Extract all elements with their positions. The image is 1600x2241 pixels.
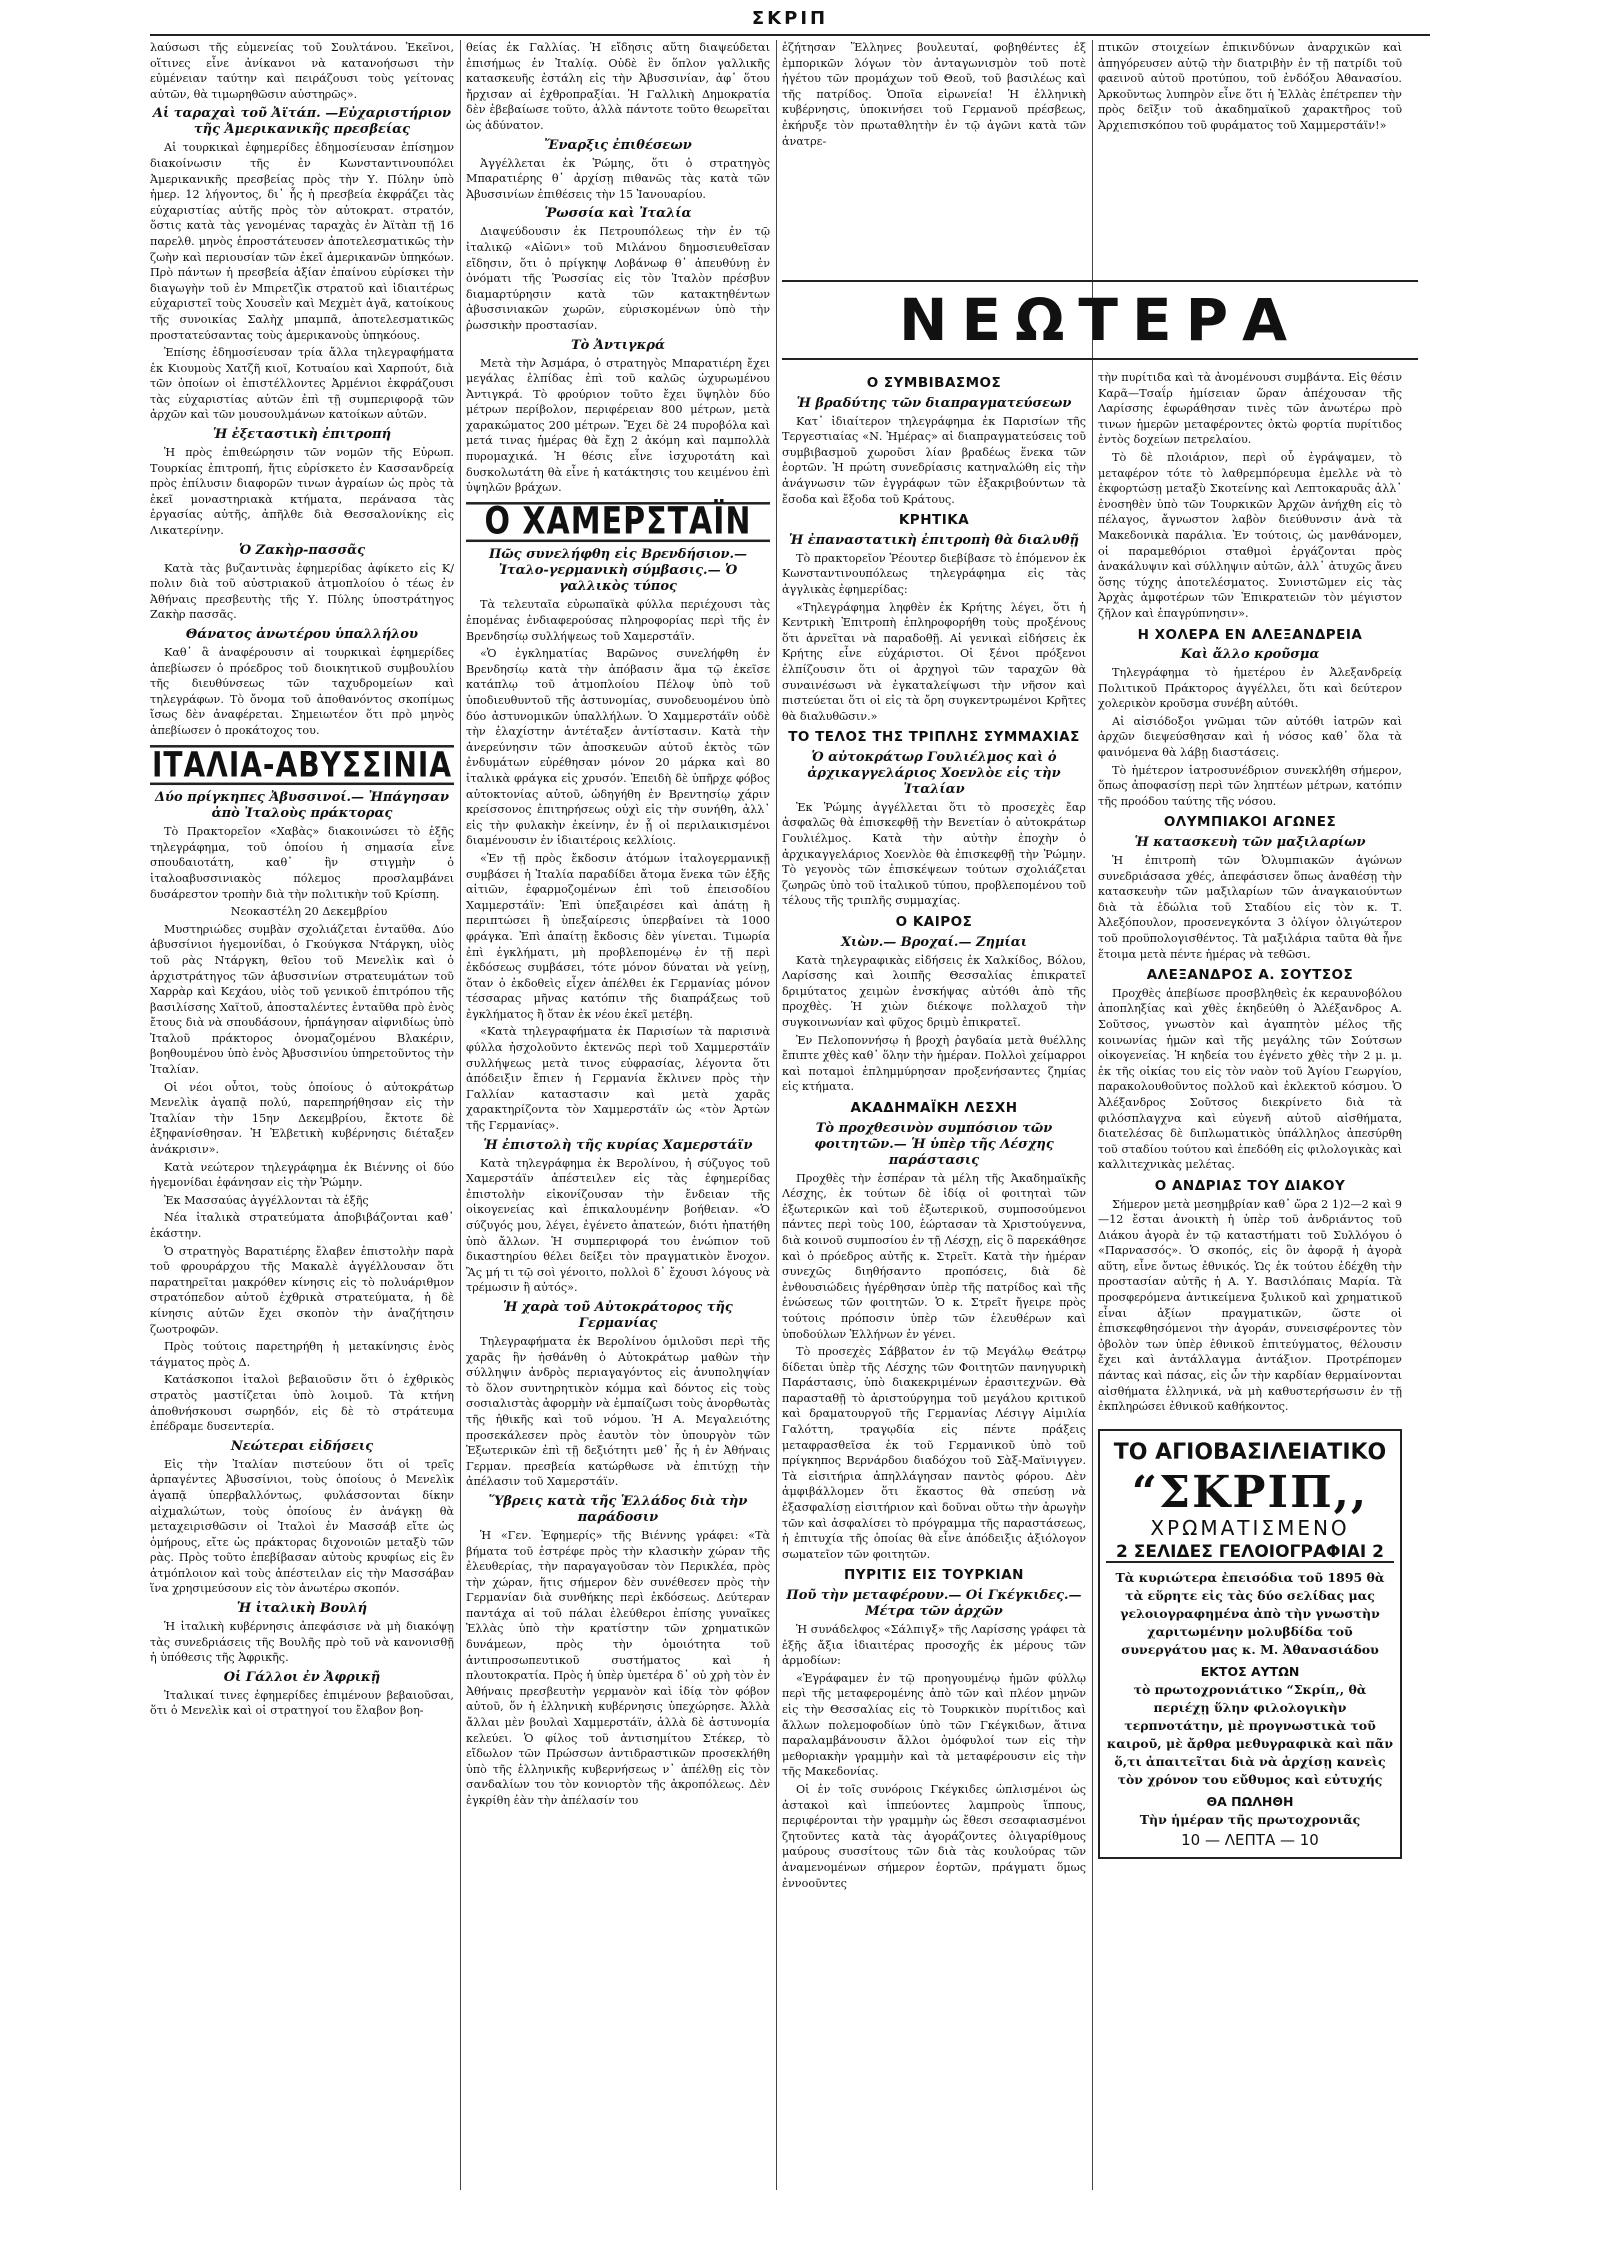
paragraph: Μυστηριώδες συμβὰν σχολιάζεται ἐνταῦθα. Δύο ἀβυσσίνιοι ἡγεμονίδαι, ὁ Γκούγκσα Ντάργκη, υἱὸς τοῦ ρὰς Ντάργκη, θεῖου τοῦ Μενελὶκ καὶ ὁ ἀρχιστράτηγος τῶν ἀβυσσινίων στρατευμάτων τοῦ Χαρρὰρ καὶ Κεχάου, υἱὸς τοῦ γενικοῦ ἐπιτρόπου τῆς βασιλίσσης Χαϊτοῦ, ἀποσταλέντες ἐνταῦθα πρὸ ἑνὸς ἔτους διὰ νὰ σπουδάσουν, ἠρπάγησαν αἰφνιδίως ὑπὸ Ἰταλοῦ πράκτορος ὀνομαζομένου Βλακέριν, βοηθουμένου ὑπὸ ἑνὸς Ἀβυσσινίου ὑπηρετοῦντος τὴν Ἰταλίαν. [150, 922, 454, 1077]
ad-line: ΕΚΤΟΣ ΑΥΤΩΝ [1200, 1663, 1300, 1679]
paragraph: Κατὰ νεώτερον τηλεγράφημα ἐκ Βιέννης οἱ δύο ἡγεμονίδαι ἐφάνησαν εἰς τὴν Ῥώμην. [150, 1160, 454, 1190]
paragraph: Σήμερον μετὰ μεσημβρίαν καθ᾽ ὥρα 2 1)2—2 καὶ 9—12 ἔσται ἀνοικτὴ ἡ ὑπὲρ τοῦ ἀνδριάντος τοῦ Διάκου ἀγορὰ ἐν τῷ καταστήματι τοῦ Συλλόγου ὁ «Παρνασσός». Ὁ σκοπός, εἰς ὃν ἀφορᾷ ἡ ἀγορὰ αὕτη, εἶνε ὄντως ἐθνικός. Ὡς ἐκ τούτου ἐδέχθη τὴν προστασίαν αὐτῆς ἡ Α. Υ. Βασιλόπαις Μαρία. Τὰ προσφερόμενα ἀντικείμενα ξυλικοῦ καὶ χρηματικοῦ εἶναι ἀξίων πραγματικῶν, ὥστε οἱ ἐπισκεφθησόμενοι τὴν ἀγοράν, συνεισφέροντες τὸν ὀβολὸν των ὑπὲρ ἐθνικοῦ ἐπιτεύγματος, θέλουσιν ἔχει καὶ ἀντάλλαγμα ἀντάξιον. Προτρέπομεν πάντας καὶ πάσας, εἰς ὧν τὴν καρδίαν θερμαίνονται αἰσθήματα ἑλληνικά, νὰ μὴ καθυστερήσωσιν ἐν τῇ ἐκπληρώσει ἐθνικοῦ καθήκοντος. [1098, 1197, 1402, 1414]
article-heading: Νεώτεραι εἰδήσεις [230, 1438, 374, 1454]
article-subheading: Ἡ ἐπαναστατικὴ ἐπιτροπὴ θὰ διαλυθῇ [789, 532, 1079, 548]
dateline: Νεοκαστέλη 20 Δεκεμβρίου [230, 905, 388, 919]
paragraph: Ἰταλικαί τινες ἐφημερίδες ἐπιμένουν βεβαιοῦσαι, ὅτι ὁ Μενελὶκ καὶ οἱ στρατηγοί του ἔλαβον βοη- [150, 1688, 454, 1718]
paragraph: Ὁ στρατηγὸς Βαρατιέρης ἔλαβεν ἐπιστολὴν παρὰ τοῦ φρουράρχου τῆς Μακαλὲ ἀγγέλλουσαν ὅτι παρατηρεῖται μακρόθεν κίνησις εἰς τὸ πολυάριθμον στρατόπεδον αὐτοῦ ἐχθρικὰ στρατεύματα, ἡ δὲ κίνησις αὐτῶν ἔχει σκοπὸν τὴν ἀναζήτησιν ζωοτροφῶν. [150, 1244, 454, 1336]
paragraph: Ἐκ Ῥώμης ἀγγέλλεται ὅτι τὸ προσεχὲς ἔαρ ἀσφαλῶς θὰ ἐπισκεφθῇ τὴν Βενετίαν ὁ αὐτοκράτωρ Γουλιέλμος. Κατὰ τὴν αὐτὴν ἐποχὴν ὁ ἀρχικαγγελάριος Χοενλὸε θὰ ἐπισκεφθῇ τὴν Ῥώμην. Τὸ γεγονὸς τῶν ἐπισκέψεων τούτων σχολιάζεται ζωηρῶς ὑπὸ τοῦ ἰταλικοῦ τύπου, προβλεπομένου τοῦ τέλους τῆς τριπλῆς συμμαχίας. [782, 800, 1086, 908]
section-banner: Ο ΧΑΜΕΡΣΤΑΪΝ [466, 502, 770, 541]
paragraph: Προχθὲς τὴν ἑσπέραν τὰ μέλη τῆς Ἀκαδημαϊκῆς Λέσχης, ἐκ τούτων δὲ ἰδίᾳ οἱ φοιτηταὶ τῶν ἐξωτερικῶν καὶ τοῦ ἐξωτερικοῦ, συμποσούμενοι πάντες περὶ τοὺς 100, ἑώρτασαν τὰ Χριστούγεννα, διὰ κοινοῦ συμποσίου ἐν τῇ Λέσχῃ, εἰς ὃ παρεκάθησε καὶ ὁ πρόεδρος αὐτῆς κ. Στρεῖτ. Κατὰ τὴν ἡμέραν συνεχῶς διηθήσαντο προπόσεις, διὰ δὲ ἐνθουσιώδεις ἠγέρθησαν ὑπὲρ τῆς πατρίδος καὶ τῆς ἑνώσεως τῶν φοιτητῶν. Ὁ κ. Στρεῖτ ἤγειρε πρὸς τούτοις πρόποσιν ὑπὲρ τῶν ἐλευθέρων καὶ ὑποδούλων Ἑλλήνων ἐν γένει. [782, 1171, 1086, 1341]
paragraph: Τὸ προσεχὲς Σάββατον ἐν τῷ Μεγάλῳ Θεάτρῳ δίδεται ὑπὲρ τῆς Λέσχης τῶν Φοιτητῶν πανηγυρικὴ Παράστασις, ὑπὸ διακεκριμένων ἐρασιτεχνῶν. Θὰ παρασταθῇ τὸ ἀριστούργημα τοῦ μεγάλου κριτικοῦ καὶ δραματουργοῦ τῆς Γερμανίας Λέσιγγ Αἰμιλία Γαλόττη, τραγῳδία εἰς πέντε πράξεις μεταφρασθεῖσα ἐκ τοῦ Γερμανικοῦ ὑπὸ τοῦ πρίγκηπος Βερνάρδου διαδόχου τοῦ Σὰξ-Μαϊνιγγεν. Τὰ εἰσιτήρια ἀπηλλάγησαν παντὸς φόρου. Δὲν ἀμφιβάλλομεν ὅτι ἕκαστος θὰ σπεύσῃ νὰ ἐξασφαλίσῃ εἰσιτήριον καὶ δοῦναι οὕτω τὴν ἀρωγὴν τῶν καὶ ἀσφαλίσει τὸ πρόγραμμα τῆς παραστάσεως, ἡ ἐπιτυχία τῆς ὁποίας θὰ εἶνε ἀπόδειξις ἀξιόλογον σωματεῖον τῶν φοιτητῶν. [782, 1345, 1086, 1561]
article-heading: ΤΟ ΤΕΛΟΣ ΤΗΣ ΤΡΙΠΛΗΣ ΣΥΜΜΑΧΙΑΣ [788, 729, 1080, 746]
column-divider [776, 40, 777, 2190]
ad-text: Τὰ κυριώτερα ἐπεισόδια τοῦ 1895 θὰ τὰ εὕρητε εἰς τὰς δύο σελίδας μας γελοιογραφημένα ἀπὸ τὴν γνωστὴν χαριτωμένην μολυβδίδα τοῦ συνεργάτου μας κ. Μ. Ἀθανασιάδου [1115, 1569, 1385, 1657]
article-heading: Ἡ ἰταλικὴ Βουλή [236, 1601, 368, 1617]
paragraph: Μετὰ τὴν Ἀσμάρα, ὁ στρατηγὸς Μπαρατιέρη ἔχει μεγάλας ἐλπίδας ἐπὶ τοῦ καλῶς ὠχυρωμένου Ἀντιγκρά. Τὸ φρούριον τοῦτο ἔχει ὕψηλὸν δύο μέτρων περίβολον, περιφέρειαν 800 μέτρων, μετὰ χαρακώματος 200 μέτρων. Ἔχει δὲ 24 πυροβόλα καὶ μετά τινας ἡμέρας θὰ ἔχῃ 2 ἀκόμη καὶ παμπολλὰ πυρομαχικά. Ἡ θέσις εἶνε ἰσχυροτάτη καὶ δυσκολωτάτη θὰ εἶνε ἡ κατάκτησις του κειμένου ἐπὶ ὑψηλῶν βράχων. [466, 356, 770, 495]
ad-price: 10 — ΛΕΠΤΑ — 10 [1181, 1830, 1319, 1849]
paragraph: λαύσωσι τῆς εὐμενείας τοῦ Σουλτάνου. Ἐκεῖνοι, οἵτινες εἶνε ἀνίκανοι νὰ κατανοήσωσι τὴν εὐμένειαν ταύτην καὶ πειράζουσι τοὺς γείτονας αὐτῶν, θὰ τιμωρηθῶσιν αὐστηρῶς». [150, 41, 454, 101]
article-heading: Ο ΚΑΙΡΟΣ [895, 914, 973, 931]
paragraph: Κατὰ τὰς βυζαντινὰς ἐφημερίδας ἀφίκετο εἰς Κ/πολιν διὰ τοῦ αὐστριακοῦ ἀτμοπλοίου ὁ τέως ἐν Ἀθήναις πρεσβευτὴς τῆς Υ. Πύλης ὑποστράτηγος Ζακὴρ πασσᾶς. [150, 561, 454, 622]
paragraph: Ἐν Πελοποννήσῳ ἡ βροχὴ ῥαγδαία μετὰ θυέλλης ἔπιπτε χθὲς καθ᾽ ὅλην τὴν ἡμέραν. Πολλοὶ χείμαρροι καὶ ποταμοὶ ἐπλημμύρησαν προξενήσαντες ζημίας εἰς κτήματα. [782, 1033, 1086, 1094]
section-banner: ΙΤΑΛΙΑ-ΑΒΥΣΣΙΝΙΑ [151, 743, 453, 785]
advertisement-box [1098, 1429, 1402, 1859]
paragraph: Αἱ τουρκικαὶ ἐφημερίδες ἐδημοσίευσαν ἐπίσημον διακοίνωσιν τῆς ἐν Κωνσταντινουπόλει Ἀμερικανικῆς πρεσβείας πρὸς τὴν Υ. Πύλην ὑπὸ ἡμερ. 12 λήγοντος, δι᾽ ἧς ἡ πρεσβεία ἐκφράζει τὰς εὐχαριστίας αὐτῆς πρὸς τὸν αὐτοκρατ. στρατόν, ὅστις κατὰ τὰς γενομένας ταραχὰς ἐν Ἀϊτὰπ τῇ 16 παρελθ. μηνὸς ἐπροστάτευσεν ἀποτελεσματικῶς τὴν ζωὴν καὶ περιουσίαν τῶν ἐκεῖ ἀμερικανῶν ὑπηκόων. Πρὸ πάντων ἡ πρεσβεία ἀξίαν ἐπαίνου εὑρίσκει τὴν διαγωγὴν τοῦ ἐν Μπιρετζὶκ στρατοῦ καὶ ἰδιαιτέρως εὐχαριστεῖ τοὺς Χουσεῒν καὶ Μεχμὲτ ἀγᾶ, κατοίκους τῆς συνοικίας Σαλὴχ μπαμπᾶ, ἀποτελεσματικῶς προστατεύσαντας τοὺς ἀμερικανοὺς ὑπηκόους. [150, 141, 454, 342]
ad-title: “ΣΚΡΙΠ,, [1131, 1466, 1369, 1518]
article-heading: Ἔναρξις ἐπιθέσεων [544, 137, 692, 153]
paragraph: Κατὰ τηλεγραφικὰς εἰδήσεις ἐκ Χαλκίδος, Βόλου, Λαρίσσης καὶ λοιπῆς Θεσσαλίας ἐπικρατεῖ δριμύτατος χειμὼν ἐνσκήψας αὐτόθι ἀπὸ τῆς προχθὲς. Ἡ χιὼν διέκοψε πολλαχοῦ τὴν συγκοινωνίαν καὶ φῦχος δριμὺ ἐπικρατεῖ. [782, 953, 1086, 1029]
article-heading: Ὁ Ζακὴρ-πασσᾶς [238, 542, 365, 558]
article-heading: Ἡ ἐπιστολὴ τῆς κυρίας Χαμερστάϊν [483, 1137, 753, 1153]
paragraph: Εἰς τὴν Ἰταλίαν πιστεύουν ὅτι οἱ τρεῖς ἀρπαγέντες Ἀβυσσίνιοι, τοὺς ὁποίους ὁ Μενελὶκ ἀγαπᾷ ὑπερβαλλόντως, φυλάσσονται δίκην αἰχμαλώτων, τοὺς ὁποίους ἐν ἀνάγκῃ θὰ μεταχειρισθῶσιν οἱ Ἰταλοὶ ἐν Μασσάβ εἴτε ὡς ὁμήρους, εἴτε ὡς πράκτορας διχονοιῶν μεταξὺ τῶν ρὰς. Πρὸς τοῦτο ἐπεβίβασαν αὐτοὺς κρυφίως εἰς ἓν ἀτμόπλοιον καὶ τοὺς ἀπέστειλαν εἰς τὴν Μασσάβαν ἵνα χρησιμεύσουν εἰς τὸν ἀνωτέρω σκοπόν. [150, 1457, 454, 1596]
paragraph: Τηλεγραφήματα ἐκ Βερολίνου ὁμιλοῦσι περὶ τῆς χαρᾶς ἣν ἠσθάνθη ὁ Αὐτοκράτωρ μαθὼν τὴν σύλληψιν ἀνδρὸς περιαγαγόντος εἰς ἀνυποληψίαν τὸ ὅλον συντηρητικὸν κόμμα καὶ δόντος εἰς τοὺς σοσιαλιστὰς ἀφορμὴν νὰ ἐμπαίζωσι τοὺς ἀνορθωτὰς τῆς ἠθικῆς καὶ τοῦ νόμου. Ἡ Α. Μεγαλειότης προσεκάλεσεν πρὸς ἑαυτὸν τὸν ὑπουργὸν τῶν Ἐξωτερικῶν ἐπὶ τῇ δεξιότητι μεθ᾽ ἧς ἡ ἐν Ἀθήναις Γερμαν. πρεσβεία κατώρθωσε νὰ ἐπιτύχῃ τὴν ἀπέλασιν τοῦ Χαμερστάϊν. [466, 1334, 770, 1489]
paragraph: Τὸ Πρακτορεῖον «Χαβὰς» διακοινώσει τὸ ἑξῆς τηλεγράφημα, τοῦ ὁποίου ἡ σημασία εἶνε σπουδαιοτάτη, καθ᾽ ἣν στιγμὴν ὁ ἰταλοαβυσσινιακὸς πόλεμος προσλαμβάνει δυσάρεστον τροπὴν διὰ τὴν πολιτικὴν τοῦ Κρίσπη. [150, 825, 454, 901]
article-subheading: Ἡ βραδύτης τῶν διαπραγματεύσεων [796, 395, 1072, 411]
ad-text: τὸ πρωτοχρονιάτικο “Σκρίπ,, θὰ περιέχῃ ὕλην φιλολογικὴν τερπνοτάτην, μὲ προγνωστικὰ τοῦ καιροῦ, μὲ ἄρθρα μεθυγραφικὰ καὶ πᾶν ὅ,τι ἀπαιτεῖται διὰ νὰ ἀρχίσῃ κανεὶς τὸν χρόνον του εὔθυμος καὶ εὐτυχής [1106, 1681, 1394, 1787]
paragraph: Οἱ ἐν τοῖς συνόροις Γκέγκιδες ὡπλισμένοι ὡς ἀστακοὶ καὶ ἱππεύοντες λαμπροὺς ἵππους, περιφέρονται τὴν γραμμὴν ὡς ἔθεσι σεσαφιασμένοι ζητοῦντες κατὰ τὰς ἀγοράζοντες ὀλιγαρίθμους μαύρους συσσίτους τῶν διὰ τὰς κουλούρας τῶν ἀναμενομένων σήμερον ἑορτῶν, πράγματι ὅμως ἐννοοῦντες [782, 1782, 1086, 1890]
paragraph: Ἐπίσης ἐδημοσίευσαν τρία ἄλλα τηλεγραφήματα ἐκ Κιουμοὺς Χατζῆ κιοϊ, Κοτυαίου καὶ Χαρπούτ, διὰ τῶν ὁποίων οἱ ἐπιστέλλοντες Ἀρμένιοι ἐκφράζουσι τὰς εὐχαριστίας αὐτῶν ἐπὶ τῇ συμπεριφορᾷ τῶν ἀρχῶν καὶ τῶν μουσουλμάνων κατοίκων αὐτῶν. [150, 346, 454, 422]
article-heading: Τὸ Ἀντιγκρά [571, 337, 665, 353]
paragraph: Κατ᾽ ἰδιαίτερον τηλεγράφημα ἐκ Παρισίων τῆς Τεργεστιαίας «Ν. Ἡμέρας» αἱ διαπραγματεύσεις τοῦ συμβιβασμοῦ χωροῦσι λίαν βραδέως ἕνεκα τῶν ἑορτῶν. Ἡ πρώτη συνεδρίασις κατηναλώθη εἰς τὴν ἀνάγνωσιν τῶν ἐγγράφων τῶν ἐξακριβούντων τὰ ἔσοδα καὶ ἔξοδα τοῦ Κράτους. [782, 414, 1086, 506]
paragraph: «Κατὰ τηλεγραφήματα ἐκ Παρισίων τὰ παρισινὰ φύλλα ἠσχολοῦντο ἐκτενῶς περὶ τοῦ Χαμμερστάϊν συλλήψεως μετὰ τινος εὐφρασίας, λέγοντα ὅτι ἀπόδειξιν ἔπιεν ἡ Γερμανία ἔκλινεν πρὸς τὴν Γαλλίαν καταστασιν καὶ μετὰ χαρᾶς χαρακτηρίζοντα τὸν Χαμμερστάϊν ὡς «τὸν Ἀρτὼν τῆς Γερμανίας». [466, 1025, 770, 1133]
column-divider [1092, 40, 1093, 2190]
ad-line: Τὴν ἡμέραν τῆς πρωτοχρονιᾶς [1139, 1811, 1361, 1827]
paragraph: Ἐκ Μασσαύας ἀγγέλλονται τὰ ἑξῆς [164, 1193, 369, 1207]
paragraph: Τὸ ἡμέτερον ἰατροσυνέδριον συνεκλήθη σήμερον, ὅπως ἀποφασίσῃ περὶ τῶν ληπτέων μέτρων, κατόπιν τῆς προόδου ταύτης τῆς νόσου. [1098, 763, 1402, 808]
ad-line: 2 ΣΕΛΙΔΕΣ ΓΕΛΟΙΟΓΡΑΦΙΑΙ 2 [1106, 1543, 1394, 1563]
paragraph: Οἱ νέοι οὗτοι, τοὺς ὁποίους ὁ αὐτοκράτωρ Μενελὶκ ἀγαπᾷ πολύ, παρεπηρήθησαν εἰς τὴν Ἰταλίαν τὴν 15ην Δεκεμβρίου, ἔκτοτε δὲ ἐξηφανίσθησαν. Ἡ Ἑλβετικὴ κυβέρνησις διέταξεν ἀνάκρισιν». [150, 1080, 454, 1157]
paragraph: Καθ᾽ ἃ ἀναφέρουσιν αἱ τουρκικαὶ ἐφημερίδες ἀπεβίωσεν ὁ πρόεδρος τοῦ διοικητικοῦ συμβουλίου τῆς διευθύνσεως τῶν ταχυδρομείων καὶ τηλεγράφων. Τὸ ὄνομα τοῦ ἀποθανόντος σκοπίμως ἴσως δὲν ἀναφέρεται. Σημειωτέον ὅτι πρὸ μηνὸς ἀπεβίωσεν ὁ προκάτοχος του. [150, 646, 454, 737]
paragraph: Ἡ ἰταλικὴ κυβέρνησις ἀπεφάσισε νὰ μὴ διακόψῃ τὰς συνεδριάσεις τῆς Βουλῆς πρὸ τοῦ νὰ κανονισθῇ ἡ ὑπόθεσις τῆς Ἀφρικῆς. [150, 1620, 454, 1665]
article-subheading: Τὸ προχθεσινὸν συμπόσιον τῶν φοιτητῶν.— Ἡ ὑπὲρ τῆς Λέσχης παράστασις [814, 1120, 1054, 1168]
article-heading: Πῶς συνελήφθη εἰς Βρενδήσιον.— Ἰταλο-γερμανικὴ σύμβασις.— Ὁ γαλλικὸς τύπος [488, 547, 747, 595]
paragraph: «Ἐν τῇ πρὸς ἔκδοσιν ἀτόμων ἰταλογερμανικῇ συμβάσει ἡ Ἰταλία παραδίδει ἄτομα ἕνεκα τῶν ἑξῆς αἰτιῶν, ἐφαρμοζομένων ἐπὶ τοῦ ἐπεισοδίου Χαμμερστάϊν: Ἐπὶ ὑπεξαιρέσει καὶ ἀπάτῃ ἢ περιπτώσει ἢ ὑπεξαίρεσις ὑπερβαίνει τὰ 1000 φράγκα. Ἐπὶ ἀπαίτῃ ἔκδοσις δὲν γίνεται. Τιμωρία ἐπὶ ἐγκλήματι, μὴ προβλεπομένῳ ἐν τῇ περὶ ἐκδόσεως συμβάσει, τότε μόνον δύναται νὰ γείνῃ, ὅταν ὁ ἐκδοθεὶς εἶχεν ἀπέλθει ἐκ Γερμανίας μόνον τέσσαρας μῆνας κατόπιν τῆς διαπράξεως τοῦ ἐγκλήματος ἢ ὅταν ἐκ νέου ἐκεῖ μετέβη. [466, 851, 770, 1021]
article-heading: ΚΡΗΤΙΚΑ [898, 512, 970, 529]
paragraph: Ἡ ἐπιτροπὴ τῶν Ὀλυμπιακῶν ἀγώνων συνεδριάσασα χθές, ἀπεφάσισεν ὅπως ἀναθέσῃ τὴν κατασκευὴν τῶν μαξιλαρίων τῶν ἀναγκαιούντων διὰ τὰ ἑδώλια τοῦ Σταδίου εἰς τὸν κ. Τ. Ἀλεξόπουλον, προσενεγκόντα 3 ὀλίγον ὀλιγώτερον τοῦ προϋπολογισθέντος. Τὰ μαξιλάρια ταῦτα θὰ ἦνε ἕτοιμα μετὰ πέντε ἡμέρας νὰ τεθῶσι. [1098, 854, 1402, 961]
paragraph: Κατὰ τηλεγράφημα ἐκ Βερολίνου, ἡ σύζυγος τοῦ Χαμερστάϊν ἀπέστειλεν εἰς τὰς ἐφημερίδας ἐπιστολὴν εἰκονίζουσαν τὴν ἔνδειαν τῆς οἰκογενείας καὶ ἐπικαλουμένην βοήθειαν. «Ὁ σύζυγός μου, λέγει, ἐγένετο ἀπατεών, διότι ἠπατήθη ὑπὸ ἄλλων. Ἡ συμπεριφορά του ἐνώπιον τοῦ δικαστηρίου θέλει δείξει τὸν πραγματικὸν ἔνοχον. Ἂς μή τι τῷ σοὶ γένοιτο, πολλοὶ δ᾽ ἔχουσι λόγους νὰ τρέμωσιν ἢ αὐτός». [466, 1156, 770, 1295]
article-heading: ΑΚΑΔΗΜΑΪΚΗ ΛΕΣΧΗ [850, 1099, 1018, 1116]
paragraph: Ἡ συνάδελφος «Σάλπιγξ» τῆς Λαρίσσης γράφει τὰ ἑξῆς ἄξια ἰδιαιτέρας προσοχῆς ἐκ μέρους τῶν ἁρμοδίων: [782, 1623, 1086, 1668]
paragraph: «Τηλεγράφημα ληφθὲν ἐκ Κρήτης λέγει, ὅτι ἡ Κεντρικὴ Ἐπιτροπὴ ἐπληροφορήθη τοὺς προξένους ὅτι ἀρνεῖται νὰ παραδοθῇ. Αἱ γενικαὶ εἰδήσεις ἐκ Κρήτης εἶνε εὐχάριστοι. Οἱ ξένοι πρόξενοι ἐλπίζουσιν ὅτι οἱ ἀρχηγοὶ τῶν ταραχῶν θὰ συναινέσωσι νὰ ἐγκαταλείψωσι τὴν νῆσον καὶ πιστεύεται ὅτι οἱ εἰς τὰ ὄρη συγκεντρωμένοι Κρῆτες θὰ διαλυθῶσιν.» [782, 600, 1086, 723]
paragraph: Κατάσκοποι ἰταλοὶ βεβαιοῦσιν ὅτι ὁ ἐχθρικὸς στρατὸς μαστίζεται ὑπὸ λοιμοῦ. Τὰ κτήνη ἀποθνήσκουσι σωρηδόν, εἰς δὲ τὸ στράτευμα ἐπέδραμε δυσεντερία. [150, 1373, 454, 1434]
article-heading: Ῥωσσία καὶ Ἰταλία [544, 206, 692, 222]
article-heading: Η ΧΟΛΕΡΑ ΕΝ ΑΛΕΞΑΝΔΡΕΙΑ [1137, 626, 1363, 643]
paragraph: Ἀγγέλλεται ἐκ Ῥώμης, ὅτι ὁ στρατηγὸς Μπαρατιέρης θ᾽ ἀρχίσῃ πιθανῶς τὰς κατὰ τῶν Ἀβυσσινίων ἐπιθέσεις τὴν 15 Ἰανουαρίου. [466, 156, 770, 201]
paragraph: «Ἐγράφαμεν ἐν τῷ προηγουμένῳ ἡμῶν φύλλῳ περὶ τῆς μεταφερομένης ἀπὸ τῶν καὶ πλέον μηνῶν εἰς τὴν Θεσσαλίας εἰς τὸ Τουρκικὸν πυρίτιδος καὶ ἄλλων πολεμοφοδίων ὑπὸ τῶν Γκέγκιδων, ἅτινα παραλαμβάνουσιν ἄλλοι ὁμόφυλοί των εἰς τὴν μεθοριακὴν γραμμὴν καὶ τὰ μεταφέρουσιν εἰς τὴν τῆς Μακεδονίας. [782, 1671, 1086, 1779]
article-heading: ΟΛΥΜΠΙΑΚΟΙ ΑΓΩΝΕΣ [1163, 814, 1337, 831]
article-heading: ΑΛΕΞΑΝΔΡΟΣ Α. ΣΟΥΤΣΟΣ [1146, 967, 1354, 984]
ad-line: ΧΡΩΜΑΤΙΣΜΕΝΟ [1150, 1515, 1350, 1540]
paragraph: Νέα ἰταλικὰ στρατεύματα ἀποβιβάζονται καθ᾽ ἑκάστην. [150, 1211, 454, 1240]
paragraph: θείας ἐκ Γαλλίας. Ἡ εἴδησις αὕτη διαψεύδεται ἐπισήμως ἐν Ἰταλίᾳ. Οὐδὲ ἓν ὅπλον γαλλικῆς κατασκευῆς ἐστάλη εἰς τὴν Ἀβυσσινίαν, ἀφ᾽ ὅτου ἤρχισαν αἱ ἐχθροπραξίαι. Ἡ Γαλλικὴ Δημοκρατία δὲν ἐβεβαίωσε τοῦτο, ἀλλὰ πάντοτε τοῦτο θεωρεῖται ὡς ἀδύνατον. [466, 41, 770, 132]
column-3-news [782, 370, 1086, 2190]
article-subheading: Χιὼν.— Βροχαί.— Ζημίαι [840, 934, 1028, 950]
top-rule [150, 34, 1430, 36]
column-4-top [1098, 40, 1402, 272]
article-heading: Ἡ ἐξεταστικὴ ἐπιτροπή [212, 427, 392, 443]
masthead: ΣΚΡΙΠ [751, 8, 829, 29]
paragraph: Πρὸς τούτοις παρετηρήθη ἡ μετακίνησις ἑνὸς τάγματος πρὸς Δ. [150, 1340, 454, 1369]
article-heading: Αἱ ταραχαὶ τοῦ Ἀϊτάπ. —Εὐχαριστήριον τῆς Ἀμερικανικῆς πρεσβείας [152, 106, 452, 138]
paragraph: ἐζήτησαν Ἕλληνες βουλευταί, φοβηθέντες ἐξ ἐμπορικῶν λόγων τὸν ἀνταγωνισμὸν τοῦ ποτὲ ἠγέτου τῶν προμάχων τοῦ Θεοῦ, τοῦ βασιλέως καὶ τῆς πατρίδος. Ὁποῖα εἰρωνεία! Ἡ ἑλληνικὴ κυβέρνησις, ὑποκινήσει τοῦ Γερμανοῦ πρέσβεως, ἐκήρυξε τὸν πρωταθλητὴν ἐν τῷ ἀγῶνι κατὰ τῶν ἀνατρε- [782, 41, 1086, 148]
paragraph: Τὰ τελευταῖα εὐρωπαϊκὰ φύλλα περιέχουσι τὰς ἑπομένας ἐνδιαφερούσας πληροφορίας περὶ τῆς ἐν Βρενδησίῳ συλλήψεως τοῦ Χαμερστάϊν. [466, 598, 770, 643]
paragraph: Διαψεύδουσιν ἐκ Πετρουπόλεως τὴν ἐν τῷ ἰταλικῷ «Αἰῶνι» τοῦ Μιλάνου δημοσιευθεῖσαν εἴδησιν, ὅτι ὁ πρίγκηψ Λοβάνωφ θ᾽ ἀπευθύνῃ ἐν ὀνόματι τῆς Ῥωσσίας εἰς τὸν Ἰταλὸν πρέσβυν διαμαρτύρησιν κατὰ τῶν κατακτηθέντων ἀβυσσινιακῶν χωρῶν, εὑρισκομένων ὑπὸ τὴν ῥωσσικὴν προστασίαν. [466, 225, 770, 332]
paragraph: τὴν πυρίτιδα καὶ τὰ ἀνομένουσι συμβάντα. Εἰς θέσιν Καρᾶ—Τσαΐρ ἡμίσειαν ὥραν ἀπέχουσαν τῆς Λαρίσσης ἐφωράθησαν τινὲς τῶν ἀνωτέρω πρὸ τινων ἡμερῶν μεταφέροντες ὀκτὼ φορτία πυρίτιδος ἐντὸς δοχείων πετρελαίου. [1098, 371, 1402, 447]
ad-line: ΤΟ ΑΓΙΟΒΑΣΙΛΕΙΑΤΙΚΟ [1113, 1439, 1387, 1465]
paragraph: πτικῶν στοιχείων ἐπικινδύνων ἀναρχικῶν καὶ ἀπηγόρευσεν αὐτῷ τὴν διατριβὴν ἐν τῇ πατρίδι τοῦ φαεινοῦ αὐτοῦ προτύπου, τοῦ ἐνδόξου Ἀθανασίου. Ἀρκοῦντως λυπηρὸν εἶνε ὅτι ἡ Ἑλλὰς ἐπέτρεπεν τὴν πρὸς δεῖξιν τοῦ ἀκαδημαϊκοῦ χαρακτῆρος τοῦ Ἀρχιεπισκόπου τοῦ φυράματος τοῦ Χαμμερστάϊν!» [1098, 41, 1402, 132]
article-subheading: Ὁ αὐτοκράτωρ Γουλιέλμος καὶ ὁ ἀρχικαγγελάριος Χοενλὸε εἰς τὴν Ἰταλίαν [807, 749, 1061, 797]
paragraph: «Ὁ ἐγκληματίας Βαρῶνος συνελήφθη ἐν Βρενδησίῳ κατὰ τὴν ἀπόβασιν ἅμα τῷ ἐκεῖσε κατάπλῳ τοῦ ἀτμοπλοίου Πέλοψ ὑπὸ τοῦ ὑποδιευθυντοῦ τῆς ἀστυνομίας, συνοδευομένου ὑπὸ δύο ἀστυνομικῶν ὑπαλλήλων. Ὁ Χαμμερστάϊν οὐδὲ τὴν ἐλαχίστην ἀντέταξεν ἀντίστασιν. Κατὰ τὴν ἀνερεύνησιν τῶν ἀποσκευῶν αὐτοῦ ἐκτὸς τῶν ἐνδυμάτων εὑρέθησαν μόνον 20 μάρκα καὶ 80 ἰταλικὰ φράγκα εἰς χρυσόν. Ἐπειδὴ δὲ ὑπῆρχε φόβος αὐτοκτονίας αὐτοῦ, ὡδηγήθη ἐν Βρεντησίῳ χάριν κρείσσονος ἐπιτηρήσεως οὐχὶ εἰς τὴν συνήθη, ἀλλ᾽ εἰς τὴν φυλακὴν ἐκείνην, ἐν ᾗ οἱ περιλαικισμένοι διαμένουσιν ἐν ἰδιαιτέροις κελλίοις. [466, 647, 770, 848]
article-subheading: Ποῦ τὴν μεταφέρουν.— Οἱ Γκέγκιδες.— Μέτρα τῶν ἀρχῶν [786, 1588, 1082, 1619]
paragraph: Αἱ αἰσιόδοξοι γνῶμαι τῶν αὐτόθι ἰατρῶν καὶ ἀρχῶν διεψεύσθησαν καὶ ἡ νόσος καθ᾽ ὅλα τὰ φαινόμενα θὰ λάβῃ διαστάσεις. [1098, 714, 1402, 760]
paragraph: Τὸ δὲ πλοιάριον, περὶ οὗ ἐγράψαμεν, τὸ μεταφέρον τότε τὸ λαθρεμπόρευμα ἐμελλε νὰ τὸ ἐκφορτώσῃ μεταξὺ Σκοτείνης καὶ Λεπτοκαρυᾶς ἀλλ᾽ ἐνοσηθὲν ὑπὸ τῶν Τουρκικῶν Ἀρχῶν ἀνήχθη εἰς τὸ πέλαγος, ἄγνωστον λαβὸν διεύθυνσιν ἀνὰ τὰ Μακεδονικὰ παράλια. Ἐν τούτοις, ὡς μανθάνομεν, οἱ παραμεθόριοι σταθμοὶ ἐργάζονται πρὸς ἀνακάλυψιν καὶ σύλληψιν αὐτῶν, ἀλλ᾽ ἀτυχῶς ἄνευ ὅσης τύχης ἀποτελέσματος. Συνιστῶμεν εἰς τὰς Ἀρχὰς ἀμφοτέρων τῶν Ἐπικρατειῶν τὸν μέγιστον ζῆλον καὶ ἐπαγρύπνησιν». [1098, 450, 1402, 620]
article-heading: Ὕβρεις κατὰ τῆς Ἑλλάδος διὰ τὴν παράδοσιν [488, 1493, 748, 1525]
column-3 [782, 40, 1086, 272]
column-4 [1098, 370, 1402, 2190]
column-2 [466, 40, 770, 2190]
paragraph: Προχθὲς ἀπεβίωσε προσβληθεὶς ἐκ κεραυνοβόλου ἀποπληξίας καὶ χθὲς ἐκηδεύθη ὁ Ἀλέξανδρος Α. Σοῦτσος, γνωστὸν καὶ ἀγαπητὸν μέλος τῆς κοινωνίας ἡμῶν καὶ τῆς μεγάλης τῶν Σούτσων οἰκογενείας. Ἡ κηδεία του ἐγένετο χθὲς τὴν 2 μ. μ. ἐκ τῆς οἰκίας του εἰς τὸν ναὸν τοῦ Ἁγίου Γεωργίου, παρακολουθοῦντος πολλοῦ καὶ ἐκλεκτοῦ κόσμου. Ὁ Ἀλέξανδρος Σοῦτσος διεκρίνετο διὰ τὰ φιλόσπλαγχνα καὶ εὐγενῆ αὐτοῦ αἰσθήματα, διατελέσας δὲ διπλωματικὸς ὑπάλληλος ἀπεσύρθη τοῦ σταδίου τούτου καὶ ἐπεδόθη εἰς φιλολογικὰς καὶ καλλιτεχνικὰς μελέτας. [1098, 986, 1402, 1172]
article-heading: Οἱ Γάλλοι ἐν Ἀφρικῇ [223, 1669, 381, 1685]
article-heading: Ἡ χαρὰ τοῦ Αὐτοκράτορος τῆς Γερμανίας [503, 1299, 733, 1331]
article-heading: ΠΥΡΙΤΙΣ ΕΙΣ ΤΟΥΡΚΙΑΝ [844, 1567, 1024, 1584]
article-subheading: Καὶ ἄλλο κροῦσμα [1180, 647, 1320, 663]
article-heading: Θάνατος ἀνωτέρου ὑπαλλήλου [185, 627, 419, 642]
neotera-banner: ΝΕΩΤΕΡΑ [782, 280, 1418, 360]
column-1 [150, 40, 454, 2190]
article-heading: Δύο πρίγκηπες Ἀβυσσινοί.— Ἠπάγησαν ἀπὸ Ἰταλοὺς πράκτορας [154, 790, 450, 822]
ad-line: ΘΑ ΠΩΛΗΘΗ [1206, 1793, 1294, 1809]
paragraph: Τὸ πρακτορεῖον Ῥέουτερ διεβίβασε τὸ ἑπόμενον ἐκ Κωνσταντινουπόλεως τηλεγράφημα εἰς τὰς ἀγγλικὰς ἐφημερίδας: [782, 551, 1086, 596]
article-heading: Ο ΑΝΔΡΙΑΣ ΤΟΥ ΔΙΑΚΟΥ [1154, 1177, 1346, 1194]
paragraph: Ἡ πρὸς ἐπιθεώρησιν τῶν νομῶν τῆς Εὐρωπ. Τουρκίας ἐπιτροπή, ἥτις εὑρίσκετο ἐν Κασσανδρείᾳ πρὸς ἐπίλυσιν διαφορῶν τινων ἀγραίων ὡς πρὸς τὰ ἐκεῖ μοναστηριακὰ κτήματα, περάνασα τὰς ἐργασίας αὐτῆς, ἀπῆλθε διὰ Θεσσαλονίκης εἰς Λικατερίνην. [150, 446, 454, 538]
paragraph: Ἡ «Γεν. Ἐφημερίς» τῆς Βιέννης γράφει: «Τὰ βήματα τοῦ ἐστρέφε πρὸς τὴν κλασικὴν χώραν τῆς ἐλευθερίας, τὴν παραγαγοῦσαν τὸν Περικλέα, πρὸς τὴν χώραν, ἥτις σήμερον δὲν συνέθεσεν πρὸς τὴν Γερμανίαν διὰ συνθήκης περὶ ἐκδόσεως. Δεύτεραν παντάχα αἱ τοῦ πάλαι ἐλεύθεροι ἐπίσης γυναῖκες Ἑλλὰς ὑπὸ τὴν κρατίστην τῶν χρηματικῶν δυνάμεων, πρὸς τὴν ὁμοιότητα τοῦ ἀντιπροσωπευτικοῦ συστήματος καὶ ἡ πλουτοκρατία. Πρὸς ἡ ὑπὲρ ὑμετέρα δ᾽ οὐ χρὴ τὸν ἐν Ἀθήναις πρεσβευτὴν γερμανὸν καὶ ἰδίᾳ τὸν φόβον αὐτοῦ, ὅν ἡ ἑλληνικὴ κυβέρνησις ὑπεχώρησε. Ἀλλὰ ἄλλαι μὲν βουλαὶ Χαμμερστάϊν, ἀλλὰ δὲ ἀστυνομία κελεύει. Ὁ φίλος τοῦ ἀντισημίτου Στέκερ, τὸ εἴδωλον τῶν Πρώσσων ἀντιδραστικῶν προσεκλήθη ὑπὸ τῆς ἑλληνικῆς κυβερνήσεως ν᾽ ἀπέλθῃ εἰς τὸν σανδαλίων του τὸν κονιορτὸν τῆς ἀκροπόλεως. Δὲν ἐγκρίθη ἐὰν τὴν ἀπέλασίν του [466, 1528, 770, 1807]
article-subheading: Ἡ κατασκευὴ τῶν μαξιλαρίων [1134, 835, 1366, 851]
column-divider [460, 40, 461, 2190]
paragraph: Τηλεγράφημα τὸ ἡμετέρου ἐν Ἀλεξανδρείᾳ Πολιτικοῦ Πράκτορος ἀγγέλλει, ὅτι καὶ δεύτερον χολερικὸν κροῦσμα συνέβη αὐτόθι. [1098, 666, 1402, 711]
article-heading: Ο ΣΥΜΒΙΒΑΣΜΟΣ [866, 375, 1002, 391]
newspaper-page [150, 0, 1430, 2241]
